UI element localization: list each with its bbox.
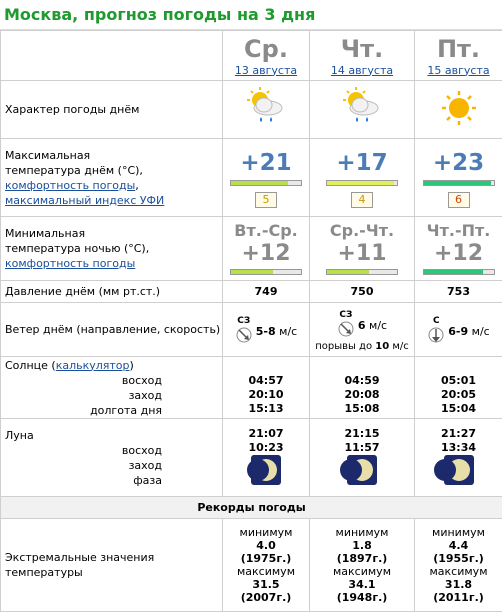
sun-cell (415, 357, 502, 419)
max-temp-cell (310, 139, 415, 217)
weather-cell (310, 81, 415, 139)
weather-cell (223, 81, 310, 139)
record-min-label: минимум (335, 526, 389, 539)
corner-cell (1, 31, 223, 81)
day-name: Пт. (436, 34, 481, 63)
moon-cell (310, 419, 415, 497)
label-text: Максимальная (5, 148, 91, 162)
comfort-bar (326, 269, 398, 275)
max-temp-cell (223, 139, 310, 217)
pressure-value: 749 (223, 281, 310, 303)
max-temp-cell (415, 139, 502, 217)
pressure-label: Давление днём (мм рт.ст.) (1, 281, 223, 303)
day-header (310, 31, 415, 81)
wind-speed: 5-8 (255, 324, 276, 338)
record-min-year: (1955г.) (433, 552, 484, 565)
moonset-time: 11:57 (344, 440, 380, 454)
label-text: , (135, 178, 139, 192)
cloud-sun-rain-icon (244, 86, 288, 130)
moon-sub-label: заход (128, 458, 162, 472)
comfort-bar (423, 269, 495, 275)
sun-sub-label: долгота дня (90, 403, 162, 417)
moonrise-time: 21:27 (440, 426, 476, 440)
moon-phase-icon (251, 455, 281, 485)
night-label: Вт.-Ср. (234, 220, 298, 240)
sunset-time: 20:10 (248, 387, 284, 401)
wind-arrow-icon (337, 320, 355, 338)
records-cell (310, 519, 415, 612)
moon-label (1, 419, 223, 497)
comfort-bar (423, 180, 495, 186)
day-name: Ср. (244, 34, 288, 63)
wind-unit: м/с (471, 324, 490, 338)
record-min-year: (1897г.) (336, 552, 388, 565)
max-temp-value: +17 (336, 149, 388, 176)
wind-arrow-icon (427, 326, 445, 344)
cloud-sun-rain-icon (340, 86, 384, 130)
sun-sub-label: заход (128, 388, 162, 402)
day-date-link[interactable]: 13 августа (234, 63, 298, 77)
gust-unit: м/с (392, 341, 409, 352)
records-cell (415, 519, 502, 612)
moon-phase-icon (444, 455, 474, 485)
comfort-link[interactable]: комфортность погоды (5, 257, 136, 270)
record-max-year: (1948г.) (336, 591, 388, 604)
comfort-bar (230, 269, 302, 275)
sunset-time: 20:08 (344, 387, 380, 401)
sunrise-time: 04:59 (344, 373, 380, 387)
moon-cell (415, 419, 502, 497)
record-min-value: 4.4 (448, 539, 469, 552)
min-temp-value: +11 (337, 240, 387, 266)
record-max-label: максимум (237, 565, 295, 578)
record-max-value: 31.8 (444, 578, 473, 591)
day-name: Чт. (340, 34, 384, 63)
day-length: 15:08 (344, 401, 380, 415)
comfort-bar (326, 180, 398, 186)
record-max-year: (2007г.) (240, 591, 292, 604)
min-temp-value: +12 (433, 240, 484, 266)
pressure-value: 750 (310, 281, 415, 303)
uv-badge: 4 (351, 192, 373, 208)
night-label: Чт.-Пт. (426, 220, 491, 240)
moonrise-time: 21:07 (248, 426, 284, 440)
gust-label: порывы до (315, 341, 373, 352)
sunrise-time: 04:57 (248, 373, 284, 387)
wind-unit: м/с (279, 324, 298, 338)
max-temp-value: +23 (432, 149, 485, 176)
wind-speed: 6 (357, 319, 366, 332)
label-text: температура днём (°С), (5, 163, 143, 177)
gust-value: 10 (375, 341, 390, 352)
wind-speed: 6-9 (448, 324, 469, 338)
uv-badge: 6 (448, 192, 470, 208)
records-label (1, 519, 223, 612)
weather-label: Характер погоды днём (1, 81, 223, 139)
record-max-value: 34.1 (348, 578, 376, 591)
label-text: Минимальная (5, 227, 86, 240)
day-date-link[interactable]: 15 августа (427, 63, 490, 77)
day-length: 15:04 (440, 401, 476, 415)
label-text: Солнце ( (5, 358, 56, 372)
moon-sub-label: восход (121, 443, 162, 457)
wind-direction: СЗ (237, 315, 251, 326)
record-min-value: 1.8 (352, 539, 372, 552)
record-min-label: минимум (432, 526, 485, 539)
sunrise-time: 05:01 (440, 373, 476, 387)
record-max-value: 31.5 (252, 578, 280, 591)
record-min-year: (1975г.) (240, 552, 292, 565)
uv-badge: 5 (255, 192, 277, 208)
uv-index-link[interactable]: максимальный индекс УФИ (5, 193, 165, 207)
records-cell (223, 519, 310, 612)
record-min-value: 4.0 (256, 539, 276, 552)
sun-cell (223, 357, 310, 419)
wind-unit: м/с (369, 319, 388, 332)
moonset-time: 13:34 (440, 440, 476, 454)
forecast-table (0, 30, 502, 612)
max-temp-value: +21 (240, 149, 292, 176)
min-temp-value: +12 (241, 240, 291, 266)
pressure-value: 753 (415, 281, 502, 303)
day-header (415, 31, 502, 81)
sun-cell (310, 357, 415, 419)
record-min-label: минимум (239, 526, 293, 539)
record-max-label: максимум (429, 565, 488, 578)
comfort-bar (230, 180, 302, 186)
moon-sub-label: фаза (133, 473, 162, 487)
records-header: Рекорды погоды (1, 497, 502, 519)
moon-phase-icon (347, 455, 377, 485)
label-text: температуры (5, 566, 83, 579)
min-temp-cell (310, 217, 415, 281)
record-max-year: (2011г.) (433, 591, 484, 604)
sunset-time: 20:05 (440, 387, 476, 401)
min-temp-label (1, 217, 223, 281)
sun-label (1, 357, 223, 419)
day-date-link[interactable]: 14 августа (330, 63, 394, 77)
sun-sub-label: восход (121, 373, 162, 387)
wind-cell (310, 303, 415, 357)
moonrise-time: 21:15 (344, 426, 380, 440)
wind-cell (223, 303, 310, 357)
moonset-time: 10:23 (248, 440, 284, 454)
moon-cell (223, 419, 310, 497)
record-max-label: максимум (333, 565, 391, 578)
min-temp-cell (223, 217, 310, 281)
day-length: 15:13 (248, 401, 284, 415)
wind-direction: С (432, 315, 440, 326)
label-text: температура ночью (°С), (5, 242, 150, 255)
day-header (223, 31, 310, 81)
wind-cell (415, 303, 502, 357)
sun-icon (437, 86, 481, 130)
wind-label: Ветер днём (направление, скорость) (1, 303, 223, 357)
label-text: Экстремальные значения (5, 551, 155, 564)
wind-arrow-icon (235, 326, 253, 344)
page-title: Москва, прогноз погоды на 3 дня (0, 0, 502, 30)
sun-calculator-link[interactable]: калькулятор (55, 358, 130, 372)
min-temp-cell (415, 217, 502, 281)
night-label: Ср.-Чт. (329, 220, 395, 240)
label-text: ) (129, 358, 134, 372)
max-temp-label (1, 139, 223, 217)
weather-cell (415, 81, 502, 139)
wind-direction: СЗ (339, 310, 353, 320)
comfort-link[interactable]: комфортность погоды (5, 178, 136, 192)
label-text: Луна (5, 428, 34, 442)
